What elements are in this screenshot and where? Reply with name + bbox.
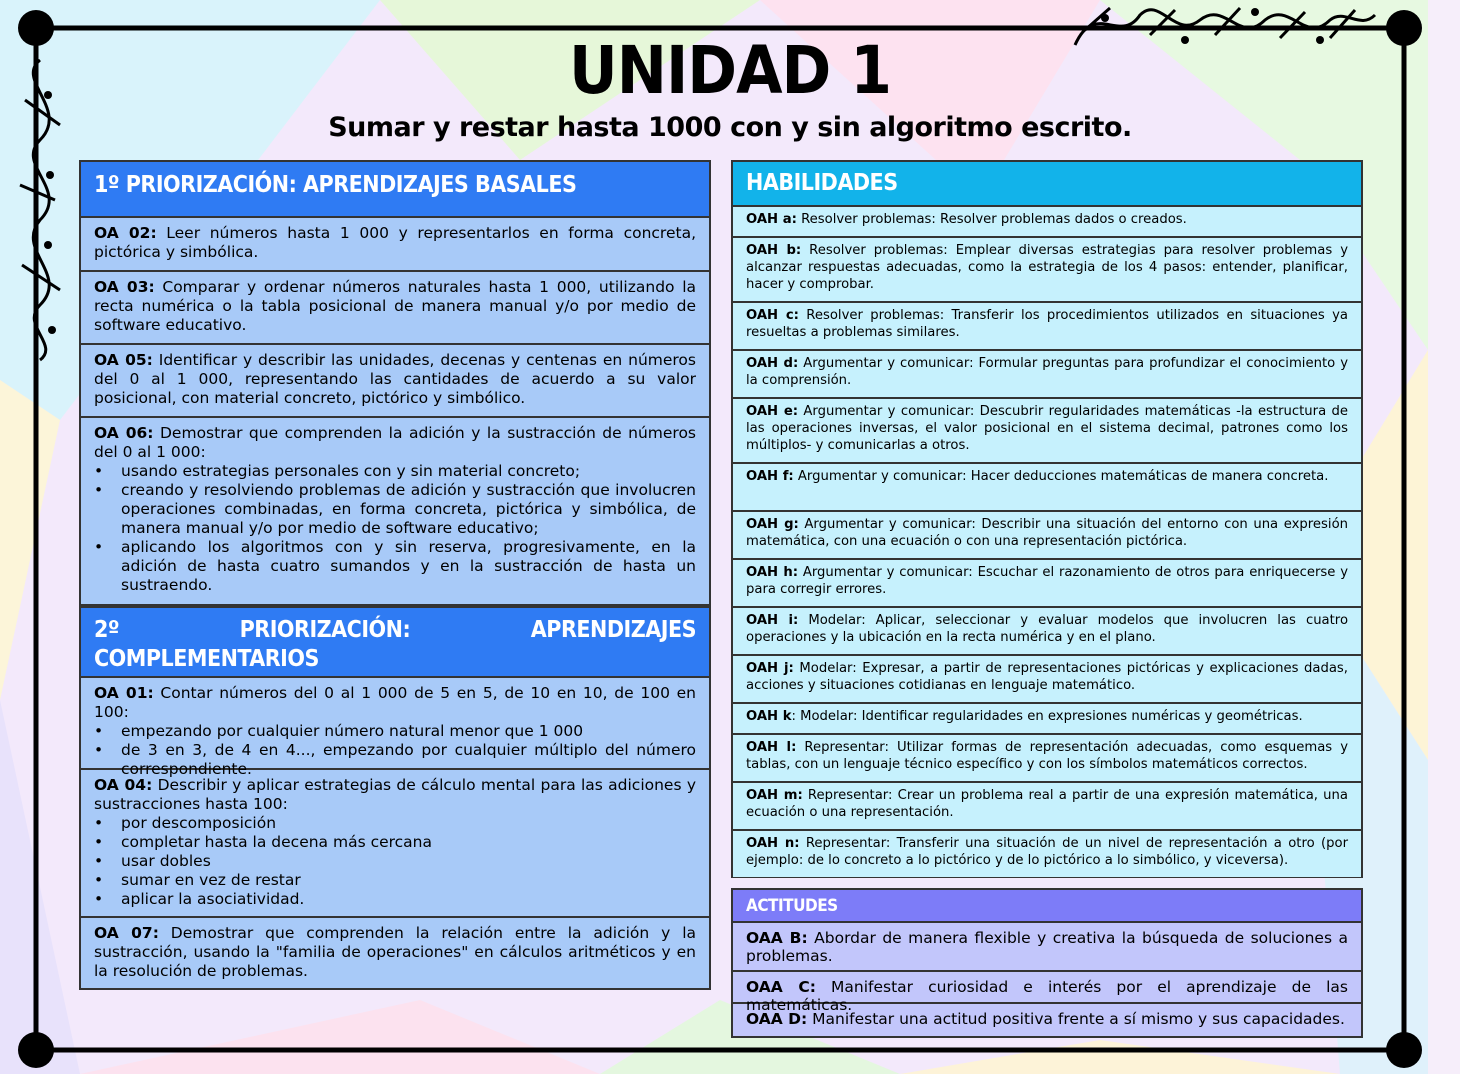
page-subtitle: Sumar y restar hasta 1000 con y sin algoritmo escrito. [328,112,1132,143]
oa-bullet-list [94,722,696,779]
oah-item: OAH n: Representar: Transferir una situación de un nivel de representación a otro (por ejemplo: de lo concreto a lo pictórico y de lo pictórico a lo simbólico, y viceversa). [733,831,1361,877]
oah-item: OAH j: Modelar: Expresar, a partir de representaciones pictóricas y explicaciones dadas, acciones y situaciones cotidianas en lenguaje matemático. [733,656,1361,704]
oaa-item: OAA D: Manifestar una actitud positiva frente a sí mismo y sus capacidades. [733,1004,1361,1036]
oah-item: OAH b: Resolver problemas: Emplear diversas estrategias para resolver problemas y alcanzar respuestas adecuadas, como la estrategia de los 4 pasos: entender, planificar, hacer y comprobar. [733,238,1361,303]
oa-item: OA 03: Comparar y ordenar números naturales hasta 1 000, utilizando la recta numérica o la tabla posicional de manera manual y/o por medio de software educativo. [81,272,709,345]
oa-bullet: • de 3 en 3, de 4 en 4..., empezando por cualquier múltiplo del número correspondiente. [94,741,696,779]
oa-bullet: • aplicar la asociatividad. [94,890,696,909]
oa-bullet: • empezando por cualquier número natural menor que 1 000 [94,722,696,741]
priorizacion2-heading: 2º PRIORIZACIÓN: APRENDIZAJES COMPLEMENTARIOS [81,606,709,678]
oah-item: OAH h: Argumentar y comunicar: Escuchar el razonamiento de otros para enriquecerse y para corregir errores. [733,560,1361,608]
oah-item: OAH c: Resolver problemas: Transferir los procedimientos utilizados en situaciones ya resueltas a problemas similares. [733,303,1361,351]
oah-item: OAH d: Argumentar y comunicar: Formular preguntas para profundizar el conocimiento y la comprensión. [733,351,1361,399]
oa-item: OA 02: Leer números hasta 1 000 y representarlos en forma concreta, pictórica y simbólica. [81,218,709,272]
oa-bullet: • sumar en vez de restar [94,871,696,890]
oah-item: OAH m: Representar: Crear un problema real a partir de una expresión matemática, una ecuación o una representación. [733,783,1361,831]
page-title: UNIDAD 1 [569,32,891,110]
oa-item: OA 01: Contar números del 0 al 1 000 de 5 en 5, de 10 en 10, de 100 en 100: • empezando por cualquier número natural menor que 1 000 • de 3 en 3, de 4 en 4..., empezando por cualquier múltiplo del número correspondiente. [81,678,709,770]
habilidades-column [731,160,1363,878]
oa-bullet: • completar hasta la decena más cercana [94,833,696,852]
oa-bullet: • por descomposición [94,814,696,833]
oa-bullet: • usar dobles [94,852,696,871]
oa-bullet: • usando estrategias personales con y sin material concreto; [94,462,696,481]
oah-item: OAH k: Modelar: Identificar regularidades en expresiones numéricas y geométricas. [733,704,1361,735]
oa-item: OA 04: Describir y aplicar estrategias de cálculo mental para las adiciones y sustracciones hasta 100: • por descomposición • completar hasta la decena más cercana • usar dobles • sumar en vez de restar • aplicar la asociatividad. [81,770,709,918]
habilidades-heading: HABILIDADES [733,162,1361,207]
oah-item: OAH f: Argumentar y comunicar: Hacer deducciones matemáticas de manera concreta. [733,464,1361,512]
oaa-item: OAA C: Manifestar curiosidad e interés por el aprendizaje de las matemáticas. [733,972,1361,1004]
oa-bullet-list [94,462,696,595]
oa-bullet-list [94,814,696,909]
oa-bullet: • creando y resolviendo problemas de adición y sustracción que involucren operaciones combinadas, en forma concreta, pictórica y simbólica, de manera manual y/o por medio de software educativo; [94,481,696,538]
oah-item: OAH e: Argumentar y comunicar: Descubrir regularidades matemáticas -la estructura de las operaciones inversas, el valor posicional en el sistema decimal, patrones como los múltiplos- y comunicarlas a otros. [733,399,1361,464]
priorizacion1-heading: 1º PRIORIZACIÓN: APRENDIZAJES BASALES [81,162,709,218]
oa-item: OA 06: Demostrar que comprenden la adición y la sustracción de números del 0 al 1 000: • usando estrategias personales con y sin material concreto; • creando y resolviendo problemas de adición y sustracción que involucren operaciones combinadas, en forma concreta, pictórica y simbólica, de manera manual y/o por medio de software educativo; • aplicando los algoritmos con y sin reserva, progresivamente, en la adición de hasta cuatro sumandos y en la sustracción de hasta un sustraendo. [81,418,709,606]
oah-item: OAH a: Resolver problemas: Resolver problemas dados o creados. [733,207,1361,238]
oah-item: OAH i: Modelar: Aplicar, seleccionar y evaluar modelos que involucren las cuatro operaciones y la ubicación en la recta numérica y en el plano. [733,608,1361,656]
actitudes-heading: ACTITUDES [733,890,1361,923]
oa-bullet: • aplicando los algoritmos con y sin reserva, progresivamente, en la adición de hasta cuatro sumandos y en la sustracción de hasta un sustraendo. [94,538,696,595]
oa-item: OA 05: Identificar y describir las unidades, decenas y centenas en números del 0 al 1 000, representando las cantidades de acuerdo a su valor posicional, con material concreto, pictórico y simbólico. [81,345,709,418]
oah-item: OAH g: Argumentar y comunicar: Describir una situación del entorno con una expresión matemática, con una ecuación o con una representación pictórica. [733,512,1361,560]
oaa-item: OAA B: Abordar de manera flexible y creativa la búsqueda de soluciones a problemas. [733,923,1361,972]
oa-item: OA 07: Demostrar que comprenden la relación entre la adición y la sustracción, usando la "familia de operaciones" en cálculos aritméticos y en la resolución de problemas. [81,918,709,988]
actitudes-column [731,888,1363,1038]
oah-item: OAH l: Representar: Utilizar formas de representación adecuadas, como esquemas y tablas, con un lenguaje técnico específico y con los símbolos matemáticos correctos. [733,735,1361,783]
priorizacion-column [79,160,711,990]
